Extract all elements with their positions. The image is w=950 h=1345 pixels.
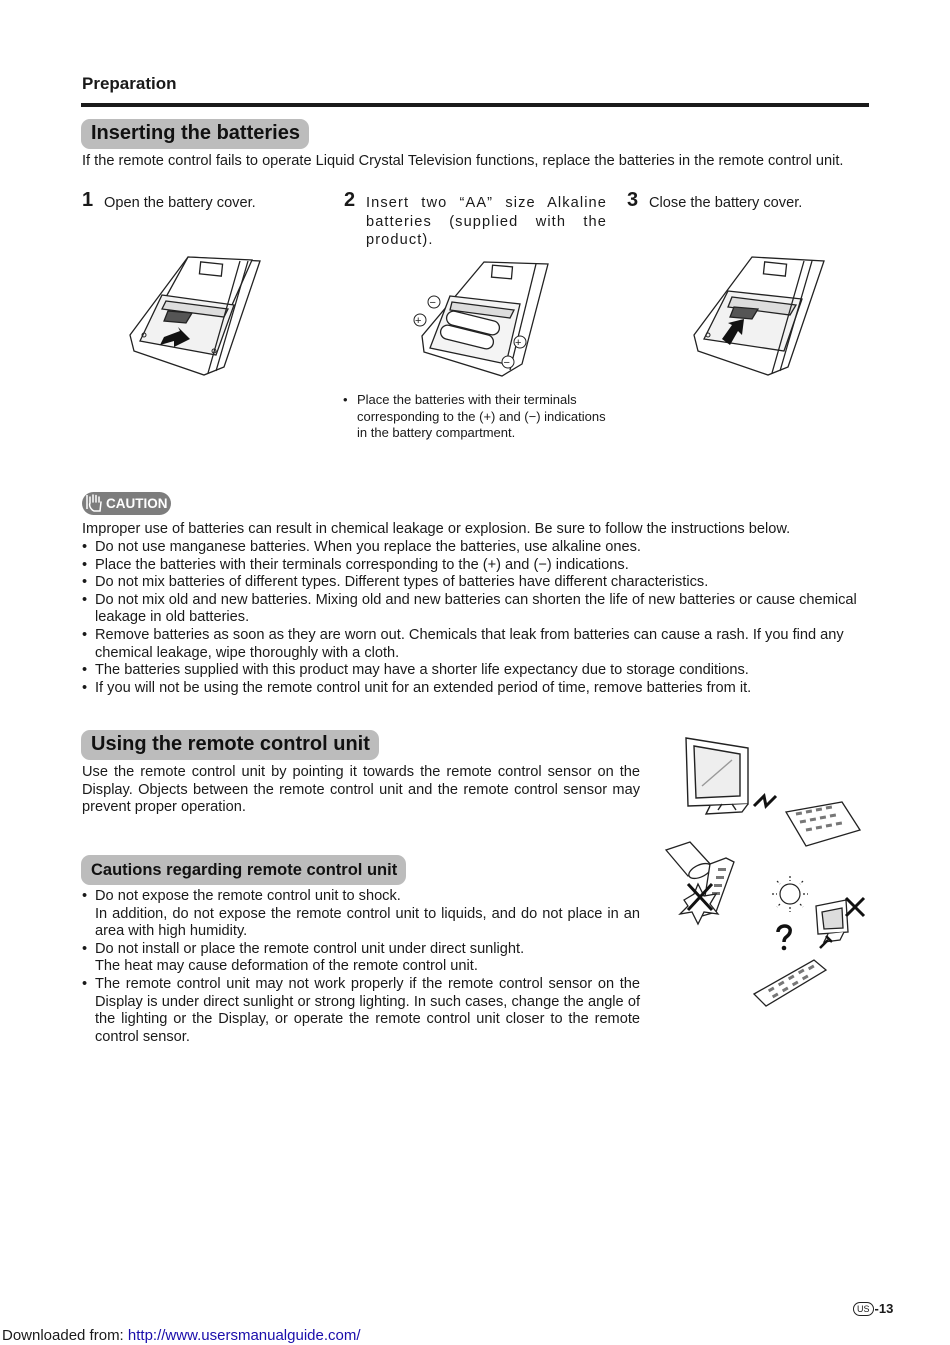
open-battery-cover-illustration — [128, 255, 268, 380]
close-battery-cover-illustration — [692, 255, 832, 380]
header-rule — [81, 103, 869, 107]
minus-sign-top: − — [429, 297, 436, 309]
signal-zigzag-icon — [754, 796, 776, 806]
list-item: • Do not mix old and new batteries. Mixing old and new batteries can shorten the life of new batteries or cause chemical leakage in old batteries. — [82, 591, 857, 626]
remote-intro: Use the remote control unit by pointing it towards the remote control sensor on the Display. Objects between the remote control unit and the remote control sensor may prevent proper operation. — [82, 764, 640, 816]
region-badge: US — [853, 1302, 874, 1316]
list-item: • The batteries supplied with this product may have a shorter life expectancy due to storage conditions. — [82, 662, 749, 679]
list-item: • Place the batteries with their terminals corresponding to the (+) and (−) indications. — [82, 556, 629, 573]
list-item: • The remote control unit may not work properly if the remote control sensor on the Display is under direct sunlight or strong lighting. In such cases, change the angle of the lighting or the Display, or operate the remote control unit closer to the remote control sensor. — [82, 975, 640, 1045]
step-1-text: Open the battery cover. — [104, 195, 256, 211]
download-source — [2, 1327, 361, 1344]
page-number-text: -13 — [874, 1301, 894, 1316]
battery-note — [343, 392, 611, 444]
sun-icon — [772, 876, 808, 912]
minus-sign-bottom: − — [503, 357, 510, 369]
batteries-section-title: Inserting the batteries — [81, 119, 309, 149]
caution-list — [82, 539, 870, 697]
step-2-number: 2 — [344, 189, 356, 211]
sunlight-illustration — [748, 868, 870, 1014]
list-item: • Do not install or place the remote control unit under direct sunlight. The heat may cause deformation of the remote control unit. — [82, 940, 525, 975]
download-link[interactable]: http://www.usersmanualguide.com/ — [127, 1327, 361, 1344]
list-item: • Remove batteries as soon as they are worn out. Chemicals that leak from batteries can cause a rash. If you find any chemical leakage, wipe thoroughly with a cloth. — [82, 626, 844, 661]
note-bullet: • — [343, 392, 348, 407]
question-mark-icon — [778, 926, 790, 942]
plus-sign-left: + — [415, 315, 422, 327]
caution-badge — [82, 492, 171, 515]
step-1-number: 1 — [82, 189, 94, 211]
step-3-text: Close the battery cover. — [649, 195, 803, 211]
batteries-intro: If the remote control fails to operate Liquid Crystal Television functions, replace the batteries in the remote control unit. — [82, 153, 844, 169]
list-item: • Do not mix batteries of different types. Different types of batteries have different characteristics. — [82, 574, 709, 591]
tv-remote-pointing-illustration — [682, 734, 864, 850]
caution-hand-icon — [85, 493, 105, 513]
section-header: Preparation — [82, 74, 177, 93]
step-3-number: 3 — [627, 189, 639, 211]
list-item: • Do not use manganese batteries. When you replace the batteries, use alkaline ones. — [82, 539, 641, 555]
battery-note-text: Place the batteries with their terminals corresponding to the (+) and (−) indications in the battery compartment. — [357, 392, 606, 440]
page-number — [853, 1301, 893, 1316]
plus-sign-right: + — [515, 337, 522, 349]
remote-section-title: Using the remote control unit — [81, 730, 379, 760]
caution-label: CAUTION — [106, 496, 168, 511]
insert-batteries-illustration — [410, 260, 555, 382]
remote-cautions-title: Cautions regarding remote control unit — [81, 855, 406, 885]
cross-mark-icon — [846, 898, 864, 916]
step-2-text: Insert two “AA” size Alkaline batteries (supplied with the product). — [366, 195, 607, 248]
caution-intro: Improper use of batteries can result in chemical leakage or explosion. Be sure to follow the instructions below. — [82, 521, 791, 537]
liquid-spill-illustration — [660, 838, 742, 928]
list-item: • Do not expose the remote control unit to shock. In addition, do not expose the remote control unit to liquids, and do not place in an area with high humidity. — [82, 888, 640, 940]
list-item: • If you will not be using the remote control unit for an extended period of time, remove batteries from it. — [82, 679, 752, 696]
download-label: Downloaded from: — [2, 1327, 124, 1344]
remote-cautions-list — [82, 888, 640, 1046]
